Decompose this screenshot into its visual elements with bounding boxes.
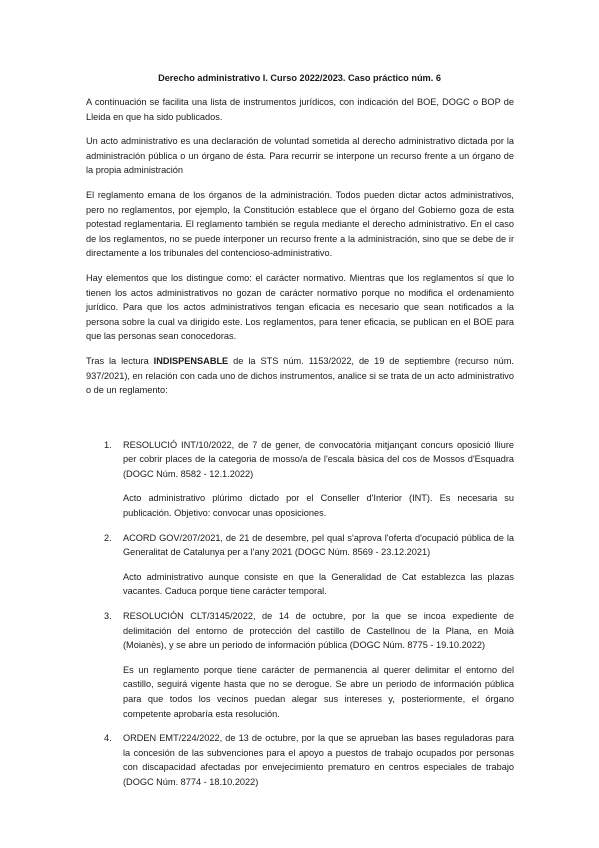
acto-definition-paragraph: Un acto administrativo es una declaración de voluntad sometida al derecho administrativo dictada por la administración pública o un órgano de ésta. Para recurrir se interpone un recurso frente a un órgano de la propia administración [86,136,514,176]
instruction-text-after: de la STS núm. 1153/2022, de 19 de septiembre (recurso núm. 937/2021), en relación con cada uno de dichos instrumentos, analice si se trata de un acto administrativo o de un reglamento: [86,355,514,396]
item-text: ORDEN EMT/224/2022, de 13 de octubre, por la que se aprueban las bases reguladoras para la concesión de las subvenciones para el apoyo a puestos de trabajo ocupados por personas con discapacidad afectadas por envejecimiento prematuro en centros especiales de trabajo (DOGC Núm. 8774 - 18.10.2022) [123,733,514,787]
instruction-bold: INDISPENSABLE [153,355,229,366]
intro-paragraph: A continuación se facilita una lista de instrumentos jurídicos, con indicación del BOE, DOGC o BOP de Lleida en que ha sido publicados. [86,97,514,122]
differences-paragraph: Hay elementos que los distingue como: el carácter normativo. Mientras que los reglamentos sí que lo tienen los actos administrativos no gozan de carácter normativo porque no modifica el ordenamiento jurídico. Para que los actos administrativos tengan eficacia es necesario que sean notificados a la persona sobre la cual va dirigido este. Los reglamentos, para tener eficacia, se publican en el BOE para que las personas sean conocedoras. [86,272,514,342]
document-title: Derecho administrativo I. Curso 2022/2023. Caso práctico núm. 6 [158,73,441,83]
list-item [86,731,514,789]
instruction-text-before: Tras la lectura [86,355,154,366]
item-number: 4. [104,733,112,744]
item-number: 2. [104,532,112,543]
list-item [86,531,514,599]
item-answer: Es un reglamento porque tiene carácter de permanencia al querer delimitar el entorno del castillo, seguirá vigente hasta que no se derogue. Se abre un periodo de información pública para que todos los vecinos puedan alegar sus intereses y, posteriormente, el órgano competente aprobaría esta resolución. [123,664,514,719]
item-text: ACORD GOV/207/2021, de 21 de desembre, pel qual s'aprova l'oferta d'ocupació pública de la Generalitat de Catalunya per a l'any 2021 (DOGC Núm. 8569 - 23.12.2021) [123,532,514,558]
reglamento-paragraph: El reglamento emana de los órganos de la administración. Todos pueden dictar actos administrativos, pero no reglamentos, por ejemplo, la Constitución establece que el órgano del Gobierno goza de esta potestad reglamentaria. El reglamento también se regula mediante el derecho administrativo. En el caso de los reglamentos, no se puede interponer un recurso frente a la administración, sino que se debe de ir directamente a los tribunales del contencioso-administrativo. [86,189,514,259]
item-number: 3. [104,611,112,622]
list-item [86,609,514,721]
item-number: 1. [104,439,112,450]
item-text: RESOLUCIÓN CLT/3145/2022, de 14 de octubre, por la que se incoa expediente de delimitación del entorno de protección del castillo de Castellnou de la Plana, en Moià (Moianès), y se abre un periodo de información pública (DOGC Núm. 8775 - 19.10.2022) [123,611,514,651]
instrument-list [86,438,514,790]
item-answer: Acto administrativo plúrimo dictado por el Conseller d'Interior (INT). Es necesaria su publicación. Objetivo: convocar unas oposiciones. [123,493,514,519]
instruction-paragraph [86,354,514,398]
list-item [86,438,514,521]
item-answer: Acto administrativo aunque consiste en que la Generalidad de Cat establezca las plazas vacantes. Caduca porque tiene carácter temporal. [123,571,514,597]
item-text: RESOLUCIÓ INT/10/2022, de 7 de gener, de convocatòria mitjançant concurs oposició lliure per cobrir places de la categoria de mosso/a de l'escala bàsica del cos de Mossos d'Esquadra (DOGC Núm. 8582 - 12.1.2022) [123,439,514,479]
document-body [86,95,514,800]
